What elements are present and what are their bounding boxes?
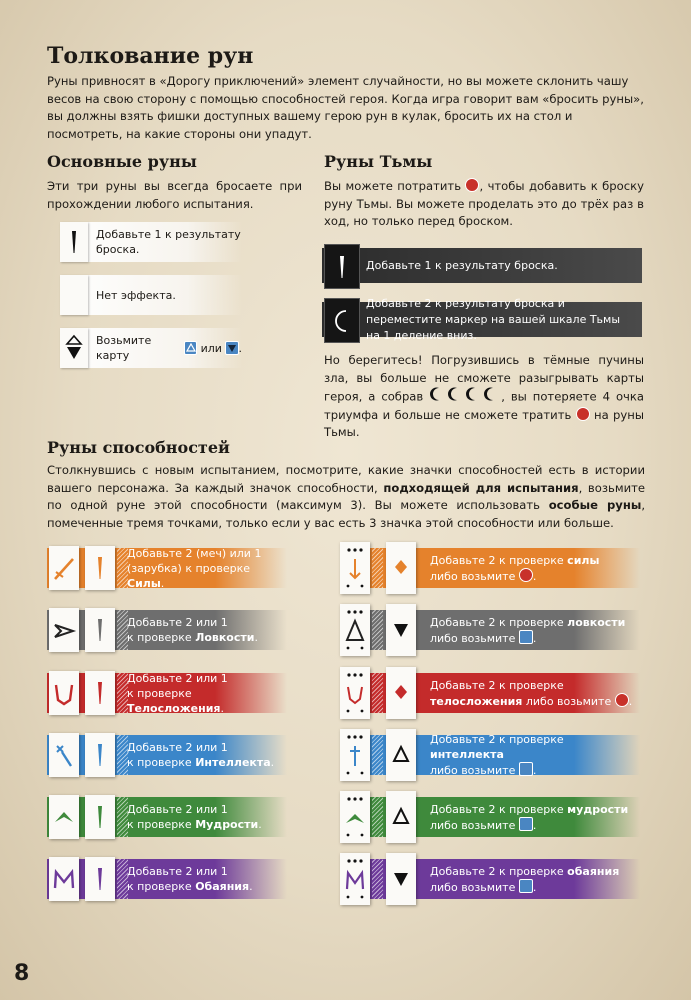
ability-symbol-icon	[51, 678, 77, 708]
basic-rune-row	[60, 222, 242, 262]
special-rune-bar	[340, 548, 640, 588]
ability-symbol-icon	[51, 740, 77, 770]
crescent-moon-icon	[429, 387, 501, 401]
ability-symbol-icon	[51, 553, 77, 583]
ability-rune-label: Добавьте 2 или 1 к проверке Обаяния.	[127, 865, 253, 893]
ability-rune-tile	[49, 857, 79, 901]
hatch-divider	[372, 735, 383, 775]
special-symbol-icon	[390, 865, 412, 893]
ability-rune-label: Добавьте 2 или 1 к проверке Мудрости.	[127, 803, 262, 831]
dark-runes-text	[324, 178, 644, 231]
ability-symbol-icon	[342, 857, 368, 901]
special-rune-tile	[340, 667, 370, 719]
dark-rune-bar	[322, 248, 642, 283]
rune-tile	[60, 328, 88, 368]
special-rune-label: Добавьте 2 к проверке ловкости либо возьмите .	[430, 615, 626, 645]
dark-rune-label: Добавьте 2 к результату броска и переместите маркер на вашей шкале Тьмы на 1 деление вниз.	[366, 296, 621, 342]
special-rune-bar	[340, 673, 640, 713]
dark-runes-warning	[324, 352, 644, 442]
ability-symbol-icon	[342, 795, 368, 839]
text: Столкнувшись с новым испытанием, посмотрите, какие значки способностей есть в истории вашего персонажа. За каждый значок способности,	[47, 463, 645, 495]
label-text: Возьмите карту	[96, 334, 152, 362]
ability-rune-tile	[49, 671, 79, 715]
special-rune-tile	[386, 729, 416, 781]
special-rune-tile	[386, 604, 416, 656]
dark-rune-bar	[322, 296, 642, 342]
special-rune-tile	[386, 667, 416, 719]
ability-symbol-icon	[342, 733, 368, 777]
special-rune-bar	[340, 735, 640, 775]
ability-symbol-icon	[51, 615, 77, 645]
special-symbol-icon	[390, 679, 412, 707]
basic-rune-label: Добавьте 1 к результату броска.	[96, 228, 241, 256]
ability-rune-tile	[85, 795, 115, 839]
stroke-icon	[95, 865, 105, 893]
rune-tile-blank	[60, 275, 88, 315]
stroke-icon	[95, 679, 105, 707]
ability-rune-bar	[47, 859, 287, 899]
ability-rune-bar	[47, 610, 287, 650]
darkness-token-icon	[615, 693, 629, 707]
special-rune-label: Добавьте 2 к проверке силы либо возьмите .	[430, 553, 600, 583]
light-card-icon	[519, 879, 533, 893]
light-card-icon	[519, 762, 533, 776]
special-rune-bar	[340, 797, 640, 837]
hatch-divider	[372, 859, 383, 899]
light-card-icon	[519, 817, 533, 831]
page-number: 8	[14, 961, 30, 986]
basic-runes-text: Эти три руны вы всегда бросаете при прохождении любого испытания.	[47, 179, 302, 211]
ability-symbol-icon	[51, 864, 77, 894]
ability-rune-bar	[47, 548, 287, 588]
intro-paragraph: Руны привносят в «Дорогу приключений» элемент случайности, но вы можете склонить чашу весов на свою сторону с помощью способностей героя. Когда игра говорит вам «бросить руны», вы должны взять фишки доступных вашему герою рун в кулак, бросить их на стол и посмотреть, на какие стороны они упадут.	[47, 74, 644, 141]
dark-card-icon	[225, 341, 238, 355]
ability-rune-tile	[49, 733, 79, 777]
stroke-icon	[69, 228, 79, 256]
stroke-icon	[95, 803, 105, 831]
dark-rune-tile	[324, 244, 360, 289]
basic-rune-label	[96, 328, 242, 368]
stroke-icon	[95, 616, 105, 644]
ability-symbol-icon	[342, 546, 368, 590]
stroke-icon	[95, 554, 105, 582]
label-text: или	[200, 341, 222, 355]
special-rune-tile	[340, 604, 370, 656]
special-rune-tile	[340, 542, 370, 594]
text-bold: подходящей для испытания	[383, 480, 579, 495]
ability-runes-heading: Руны способностей	[47, 438, 230, 457]
special-rune-tile	[340, 729, 370, 781]
hatch-divider	[372, 673, 383, 713]
special-rune-label: Добавьте 2 к проверке телосложения либо возьмите .	[430, 678, 633, 708]
ability-symbol-icon	[342, 671, 368, 715]
special-symbol-icon	[390, 741, 412, 769]
ability-rune-tile	[49, 608, 79, 652]
ability-rune-tile	[85, 857, 115, 901]
ability-rune-bar	[47, 673, 287, 713]
special-symbol-icon	[390, 616, 412, 644]
special-rune-tile	[386, 542, 416, 594]
ability-rune-tile	[85, 608, 115, 652]
text: на руны Тьмы.	[324, 407, 645, 439]
darkness-token-icon	[576, 407, 590, 421]
text: Вы можете потратить	[324, 179, 462, 193]
ability-rune-label: Добавьте 2 или 1 к проверке Интеллекта.	[127, 741, 275, 769]
basic-runes-heading: Основные руны	[47, 152, 197, 171]
label-text: .	[238, 341, 242, 355]
special-rune-tile	[340, 853, 370, 905]
page-title: Толкование рун	[47, 43, 254, 69]
stroke-icon	[95, 741, 105, 769]
moon-icons	[429, 387, 501, 407]
dark-rune-label: Добавьте 1 к результату броска.	[366, 258, 558, 272]
special-rune-tile	[386, 791, 416, 843]
ability-rune-label: Добавьте 2 (меч) или 1 (зарубка) к проверке Силы.	[127, 546, 262, 590]
stroke-icon	[337, 253, 347, 281]
ability-rune-tile	[85, 671, 115, 715]
basic-rune-label: Нет эффекта.	[96, 288, 176, 302]
ability-rune-label: Добавьте 2 или 1 к проверке Ловкости.	[127, 616, 258, 644]
dark-runes-heading: Руны Тьмы	[324, 152, 433, 171]
darkness-token-icon	[519, 568, 533, 582]
ability-symbol-icon	[342, 608, 368, 652]
ability-rune-tile	[49, 795, 79, 839]
darkness-token-icon	[465, 178, 479, 192]
hatch-divider	[372, 548, 383, 588]
special-rune-bar	[340, 610, 640, 650]
basic-rune-row	[60, 275, 242, 315]
ability-runes-text	[47, 462, 645, 532]
ability-rune-tile	[49, 546, 79, 590]
draw-card-rune-icon	[64, 333, 84, 363]
ability-rune-tile	[85, 733, 115, 777]
special-rune-label: Добавьте 2 к проверке обаяния либо возьмите .	[430, 864, 620, 894]
light-card-icon	[184, 341, 197, 355]
text: , вы потеряете 4 очка триумфа и больше не сможете тратить	[324, 389, 644, 422]
ability-rune-tile	[85, 546, 115, 590]
ability-symbol-icon	[51, 802, 77, 832]
special-rune-label: Добавьте 2 к проверке мудрости либо возьмите .	[430, 802, 629, 832]
special-rune-bar	[340, 859, 640, 899]
special-symbol-icon	[390, 803, 412, 831]
ability-rune-label: Добавьте 2 или 1 к проверке Телосложения.	[127, 671, 228, 715]
text: , чтобы добавить к броску руну Тьмы. Вы можете проделать это до трёх раз в ход, но только перед броском.	[324, 179, 645, 228]
dark-rune-tile	[324, 298, 360, 343]
crescent-moon-icon	[329, 308, 355, 334]
special-symbol-icon	[390, 554, 412, 582]
hatch-divider	[372, 610, 383, 650]
special-rune-tile	[340, 791, 370, 843]
text-bold: особые руны	[548, 498, 642, 512]
text: , возьмите по одной руне этой способности (максимум 3). Вы можете использовать	[47, 480, 645, 512]
text: Но берегитесь! Погрузившись в тёмные пучины зла, вы больше не сможете разыгрывать карты героя, а собрав	[324, 353, 644, 404]
basic-rune-row	[60, 328, 242, 368]
ability-rune-bar	[47, 797, 287, 837]
ability-rune-bar	[47, 735, 287, 775]
light-card-icon	[519, 630, 533, 644]
special-rune-tile	[386, 853, 416, 905]
text: , помеченные тремя точками, только если у вас есть 3 значка этой способности или больше.	[47, 498, 645, 530]
rune-tile	[60, 222, 88, 262]
special-rune-label: Добавьте 2 к проверке интеллекта либо возьмите .	[430, 733, 564, 777]
hatch-divider	[372, 797, 383, 837]
